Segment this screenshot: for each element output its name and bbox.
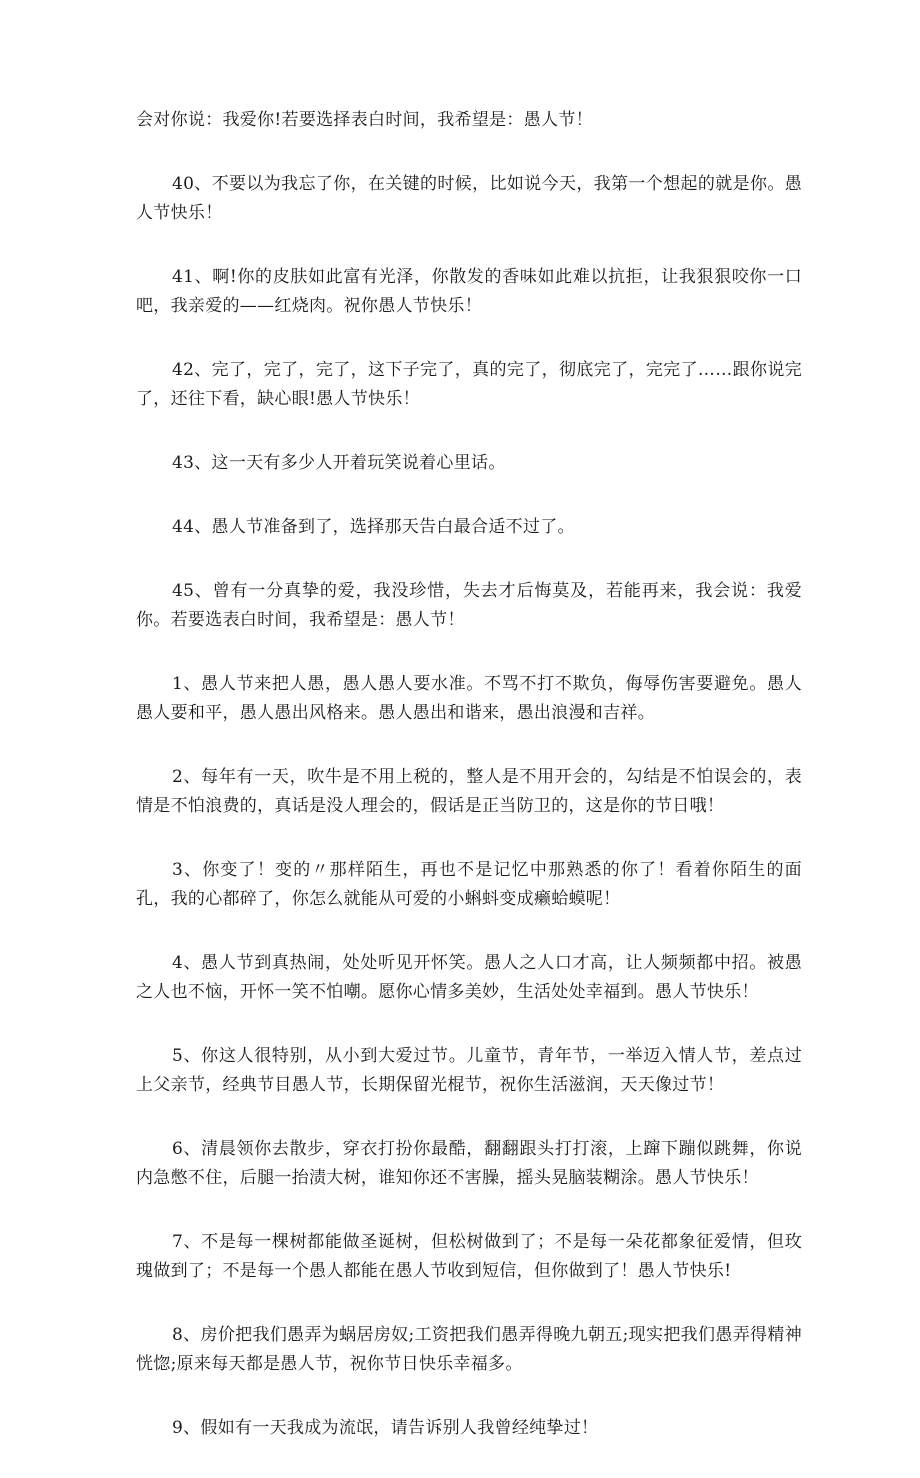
paragraph: 2、每年有一天，吹牛是不用上税的，整人是不用开会的，勾结是不怕误会的，表情是不怕浪费的，真话是没人理会的，假话是正当防卫的，这是你的节日哦！ [136, 767, 802, 816]
paragraph: 4、愚人节到真热闹，处处听见开怀笑。愚人之人口才高，让人频频都中招。被愚之人也不恼，开怀一笑不怕嘲。愿你心情多美妙，生活处处幸福到。愚人节快乐！ [136, 953, 802, 1002]
document-body [136, 106, 802, 1478]
paragraph: 6、清晨领你去散步，穿衣打扮你最酷，翻翻跟头打打滚，上蹿下蹦似跳舞，你说内急憋不住，后腿一抬渍大树，谁知你还不害臊，摇头晃脑装糊涂。愚人节快乐！ [136, 1139, 802, 1188]
paragraph: 45、曾有一分真挚的爱，我没珍惜，失去才后悔莫及，若能再来，我会说：我爱你。若要选表白时间，我希望是：愚人节！ [136, 581, 802, 630]
paragraph: 3、你变了！变的〃那样陌生，再也不是记忆中那熟悉的你了！看着你陌生的面孔，我的心都碎了，你怎么就能从可爱的小蝌蚪变成癞蛤蟆呢！ [136, 860, 802, 909]
paragraph: 44、愚人节准备到了，选择那天告白最合适不过了。 [172, 517, 575, 537]
paragraph: 会对你说：我爱你!若要选择表白时间，我希望是：愚人节！ [136, 110, 593, 130]
paragraph: 41、啊!你的皮肤如此富有光泽，你散发的香味如此难以抗拒，让我狠狠咬你一口吧，我亲爱的——红烧肉。祝你愚人节快乐！ [136, 267, 802, 316]
paragraph: 5、你这人很特别，从小到大爱过节。儿童节，青年节，一举迈入情人节，差点过上父亲节，经典节目愚人节，长期保留光棍节，祝你生活滋润，天天像过节！ [136, 1046, 802, 1095]
paragraph: 40、不要以为我忘了你，在关键的时候，比如说今天，我第一个想起的就是你。愚人节快乐！ [136, 174, 802, 223]
paragraph: 7、不是每一棵树都能做圣诞树，但松树做到了；不是每一朵花都象征爱情，但玫瑰做到了；不是每一个愚人都能在愚人节收到短信，但你做到了！愚人节快乐! [136, 1232, 802, 1281]
paragraph: 8、房价把我们愚弄为蜗居房奴;工资把我们愚弄得晚九朝五;现实把我们愚弄得精神恍惚;原来每天都是愚人节，祝你节日快乐幸福多。 [136, 1325, 802, 1374]
paragraph: 1、愚人节来把人愚，愚人愚人要水准。不骂不打不欺负，侮辱伤害要避免。愚人愚人要和平，愚人愚出风格来。愚人愚出和谐来，愚出浪漫和吉祥。 [136, 674, 802, 723]
paragraph: 9、假如有一天我成为流氓，请告诉别人我曾经纯挚过！ [172, 1418, 599, 1438]
paragraph: 42、完了，完了，完了，这下子完了，真的完了，彻底完了，完完了……跟你说完了，还往下看，缺心眼!愚人节快乐！ [136, 360, 802, 409]
paragraph: 43、这一天有多少人开着玩笑说着心里话。 [172, 453, 506, 473]
